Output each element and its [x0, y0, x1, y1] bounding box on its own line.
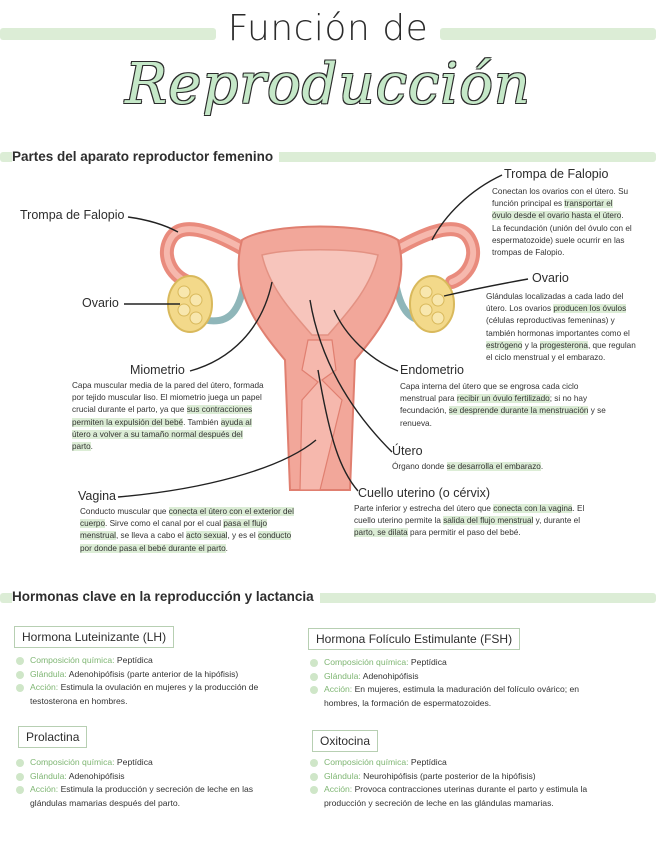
- hormone-row: Glándula: Adenohipófisis: [16, 770, 286, 784]
- bullet-icon: [310, 773, 318, 781]
- desc-vagina: Conducto muscular que conecta el útero con el exterior del cuerpo. Sirve como el canal por el cual pasa el flujo menstrual, se lleva a cabo el acto sexual, y es el conducto por donde pasa el bebé durante el parto.: [80, 507, 294, 553]
- hormone-row: Acción: Estimula la producción y secreción de leche en las glándulas mamarias después del parto.: [16, 783, 286, 810]
- hormone-name-lh: Hormona Luteinizante (LH): [14, 626, 174, 648]
- label-vagina: Vagina: [78, 489, 116, 503]
- bullet-icon: [16, 773, 24, 781]
- bullet-icon: [16, 671, 24, 679]
- bullet-icon: [310, 659, 318, 667]
- label-cuello: Cuello uterino (o cérvix): [358, 486, 490, 500]
- label-utero: Útero: [392, 444, 423, 458]
- hormone-row: Composición química: Peptídica: [310, 656, 610, 670]
- desc-trompa: Conectan los ovarios con el útero. Su función principal es transportar el óvulo desde el ovario hasta el útero. La fecundación (unión del óvulo con el espermatozoide) suele ocurrir en las trompas de Falopio.: [492, 187, 632, 258]
- label-trompa-right: Trompa de Falopio: [504, 167, 609, 181]
- label-trompa-left: Trompa de Falopio: [20, 208, 125, 222]
- label-ovario-left: Ovario: [82, 296, 119, 310]
- bullet-icon: [16, 684, 24, 692]
- section-title-anatomy: Partes del aparato reproductor femenino: [12, 149, 279, 164]
- label-miometrio: Miometrio: [130, 363, 185, 377]
- hormone-row: Acción: En mujeres, estimula la maduración del folículo ovárico; en hombres, la formación de espermatozoides.: [310, 683, 610, 710]
- hormone-row: Glándula: Adenohipófisis (parte anterior de la hipófisis): [16, 668, 292, 682]
- hormone-row: Composición química: Peptídica: [16, 756, 286, 770]
- bullet-icon: [310, 673, 318, 681]
- label-ovario-right: Ovario: [532, 271, 569, 285]
- bullet-icon: [16, 786, 24, 794]
- hormone-name-prolactina: Prolactina: [18, 726, 87, 748]
- hormone-name-fsh: Hormona Folículo Estimulante (FSH): [308, 628, 520, 650]
- desc-utero: Órgano donde se desarrolla el embarazo.: [392, 462, 544, 471]
- page-title: Función de: [227, 8, 429, 49]
- hormone-row: Glándula: Adenohipófisis: [310, 670, 610, 684]
- hormone-name-oxitocina: Oxitocina: [312, 730, 378, 752]
- hormone-details-fsh: [310, 656, 610, 710]
- hormone-details-prolactina: [16, 756, 286, 810]
- bullet-icon: [16, 657, 24, 665]
- desc-cuello: Parte inferior y estrecha del útero que conecta con la vagina. El cuello uterino permite la salida del flujo menstrual y, durante el parto, se dilata para permitir el paso del bebé.: [354, 504, 585, 538]
- bullet-icon: [310, 786, 318, 794]
- desc-ovario: Glándulas localizadas a cada lado del útero. Los ovarios producen los óvulos (células reproductivas femeninas) y también hormonas importantes como el estrógeno y la progesterona, que regulan el ciclo menstrual y el embarazo.: [486, 292, 636, 363]
- hormone-details-lh: [16, 654, 292, 708]
- hormone-row: Glándula: Neurohipófisis (parte posterior de la hipófisis): [310, 770, 616, 784]
- hormone-details-oxitocina: [310, 756, 616, 810]
- label-endometrio: Endometrio: [400, 363, 464, 377]
- bullet-icon: [310, 686, 318, 694]
- bullet-icon: [16, 759, 24, 767]
- desc-miometrio: Capa muscular media de la pared del útero, formada por tejido muscular liso. El miometrio juega un papel crucial durante el parto, ya que sus contracciones permiten la expulsión del bebé. También ayuda al útero a volver a su tamaño normal después del parto.: [72, 381, 264, 452]
- hormone-row: Acción: Provoca contracciones uterinas durante el parto y estimula la producción y secreción de leche en las glándulas mamarias.: [310, 783, 616, 810]
- section-title-hormones: Hormonas clave en la reproducción y lactancia: [12, 589, 320, 604]
- hormone-row: Acción: Estimula la ovulación en mujeres y la producción de testosterona en hombres.: [16, 681, 292, 708]
- hormone-row: Composición química: Peptídica: [310, 756, 616, 770]
- bullet-icon: [310, 759, 318, 767]
- page-title-script: Reproducción: [125, 52, 531, 117]
- hormone-row: Composición química: Peptídica: [16, 654, 292, 668]
- desc-endometrio: Capa interna del útero que se engrosa cada ciclo menstrual para recibir un óvulo fertilizado; si no hay fecundación, se desprende durante la menstruación y se renueva.: [400, 382, 606, 428]
